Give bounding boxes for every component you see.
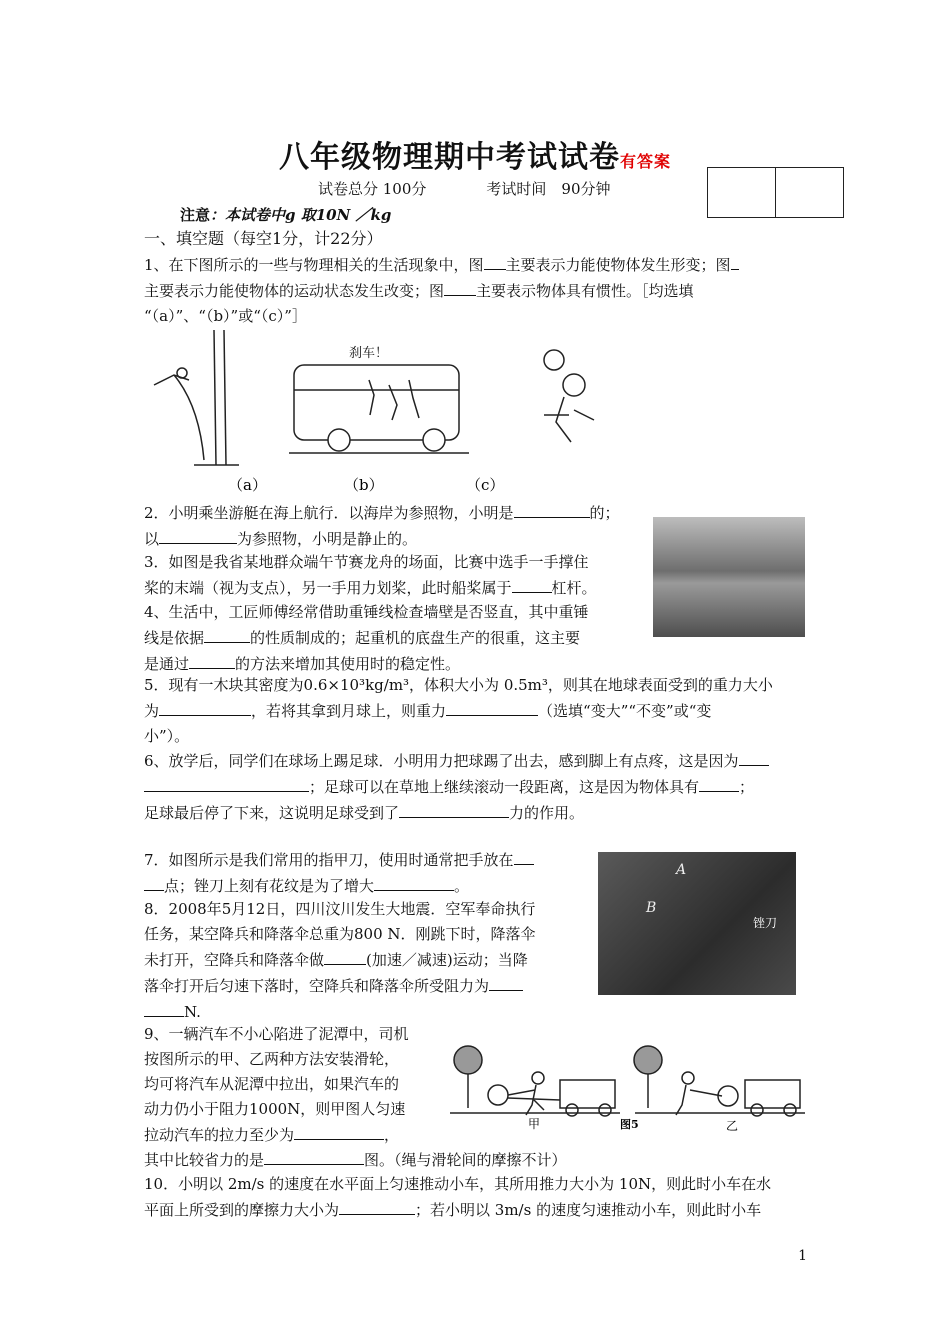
caption-b: （b） <box>344 476 384 494</box>
score-cell <box>708 168 776 217</box>
question-3: 3．如图是我省某地群众端午节赛龙舟的场面，比赛中选手一手撑住 桨的末端（视为支点），另一手用力划桨，此时船桨属于 杠杆。 <box>144 553 597 597</box>
brake-label: 刹车！ <box>349 346 389 361</box>
question-6: 6、放学后，同学们在球场上踢足球．小明用力把球踢了出去，感到脚上有点疼，这是因为 ；足球可以在草地上继续滚动一段距离，这是因为物体具有 ； 足球最后停了下来，这说明足球受到了 力的作用。 <box>144 748 809 826</box>
blank[interactable] <box>514 500 590 518</box>
blank[interactable] <box>489 973 523 991</box>
file-label: 锉刀 <box>753 916 778 930</box>
question-10: 10．小明以 2m/s 的速度在水平面上匀速推动小车，其所用推力大小为 10N，则此时小车在水 平面上所受到的摩擦力大小为 ；若小明以 3m/s 的速度匀速推动小车，则此时小车 <box>144 1175 772 1219</box>
dragon-boat-photo <box>653 517 805 637</box>
blank[interactable] <box>399 800 509 818</box>
blank[interactable] <box>294 1122 384 1140</box>
question-7: 7．如图所示是我们常用的指甲刀，使用时通常把手放在 点；锉刀上刻有花纹是为了增大 。 <box>144 847 594 899</box>
caption-a: （a） <box>228 476 267 494</box>
exam-time: 考试时间 90分钟 <box>486 180 611 198</box>
blank[interactable] <box>446 698 538 716</box>
blank[interactable] <box>204 625 250 643</box>
point-a-label: A <box>676 862 687 878</box>
label-yi: 乙 <box>726 1119 739 1133</box>
blank[interactable] <box>514 847 534 865</box>
blank[interactable] <box>144 873 164 891</box>
question-1: 1、在下图所示的一些与物理相关的生活现象中，图 主要表示力能使物体发生形变；图 主要表示力能使物体的运动状态发生改变；图 主要表示物体具有惯性。［均选填 “（a）”、“（b）”或“（c）”］ <box>144 252 809 329</box>
blank[interactable] <box>699 774 739 792</box>
blank[interactable] <box>264 1147 364 1165</box>
question-9: 9、一辆汽车不小心陷进了泥潭中，司机 按图所示的甲、乙两种方法安装滑轮， 均可将汽车从泥潭中拉出，如果汽车的 动力仍小于阻力1000N，则甲图人匀速 拉动汽车的拉力至少为 ， <box>144 1025 409 1144</box>
total-score: 试卷总分 100分 <box>318 180 427 198</box>
bus-figure <box>289 365 469 453</box>
label-fig5: 图5 <box>620 1118 639 1131</box>
question-8: 8．2008年5月12日，四川汶川发生大地震．空军奉命执行 任务，某空降兵和降落伞总重为800 N．刚跳下时，降落伞 未打开，空降兵和降落伞做 (加速／减速)运动；当降 落伞打开后匀速下落时，空降兵和降落伞所受阻力为 N. <box>144 900 536 1021</box>
note: 注意：本试卷中g 取10N ／kg <box>180 206 392 224</box>
q1-figures <box>144 325 644 495</box>
blank[interactable] <box>144 774 309 792</box>
blank[interactable] <box>144 999 184 1017</box>
blank[interactable] <box>512 575 552 593</box>
blank[interactable] <box>484 252 506 270</box>
blank[interactable] <box>324 947 366 965</box>
page-title: 八年级物理期中考试试卷有答案 <box>278 140 671 175</box>
answer-badge: 有答案 <box>619 152 671 171</box>
caption-c: （c） <box>466 476 505 494</box>
exam-meta <box>318 178 611 199</box>
blank[interactable] <box>159 526 237 544</box>
nail-clipper-photo <box>598 852 796 995</box>
soccer-header-figure <box>544 350 594 442</box>
question-5: 5．现有一木块其密度为0.6×10³kg/m³，体积大小为 0.5m³，则其在地球表面受到的重力大小 为 ，若将其拿到月球上，则重力 （选填“变大”“不变”或“变 小”）。 <box>144 676 773 745</box>
section-heading: 一、填空题（每空1分，计22分） <box>144 229 383 248</box>
question-2: 2．小明乘坐游艇在海上航行．以海岸为参照物，小明是 的； 以 为参照物，小明是静止的。 <box>144 500 644 552</box>
blank[interactable] <box>189 651 235 669</box>
question-4: 4、生活中，工匠师傅经常借助重锤线检查墙壁是否竖直，其中重锤 线是依据 的性质制成的；起重机的底盘生产的很重，这主要 是通过 的方法来增加其使用时的稳定性。 <box>144 603 589 673</box>
blank[interactable] <box>731 252 739 270</box>
pole-vault-figure <box>154 330 239 465</box>
blank[interactable] <box>739 748 769 766</box>
blank[interactable] <box>159 698 251 716</box>
label-jia: 甲 <box>528 1117 541 1131</box>
score-box <box>707 167 844 218</box>
score-cell <box>776 168 843 217</box>
point-b-label: B <box>646 900 657 916</box>
question-9-tail: 其中比较省力的是 图。（绳与滑轮间的摩擦不计） <box>144 1147 809 1173</box>
page-number: 1 <box>798 1248 807 1264</box>
blank[interactable] <box>444 278 476 296</box>
blank[interactable] <box>339 1197 415 1215</box>
blank[interactable] <box>374 873 454 891</box>
